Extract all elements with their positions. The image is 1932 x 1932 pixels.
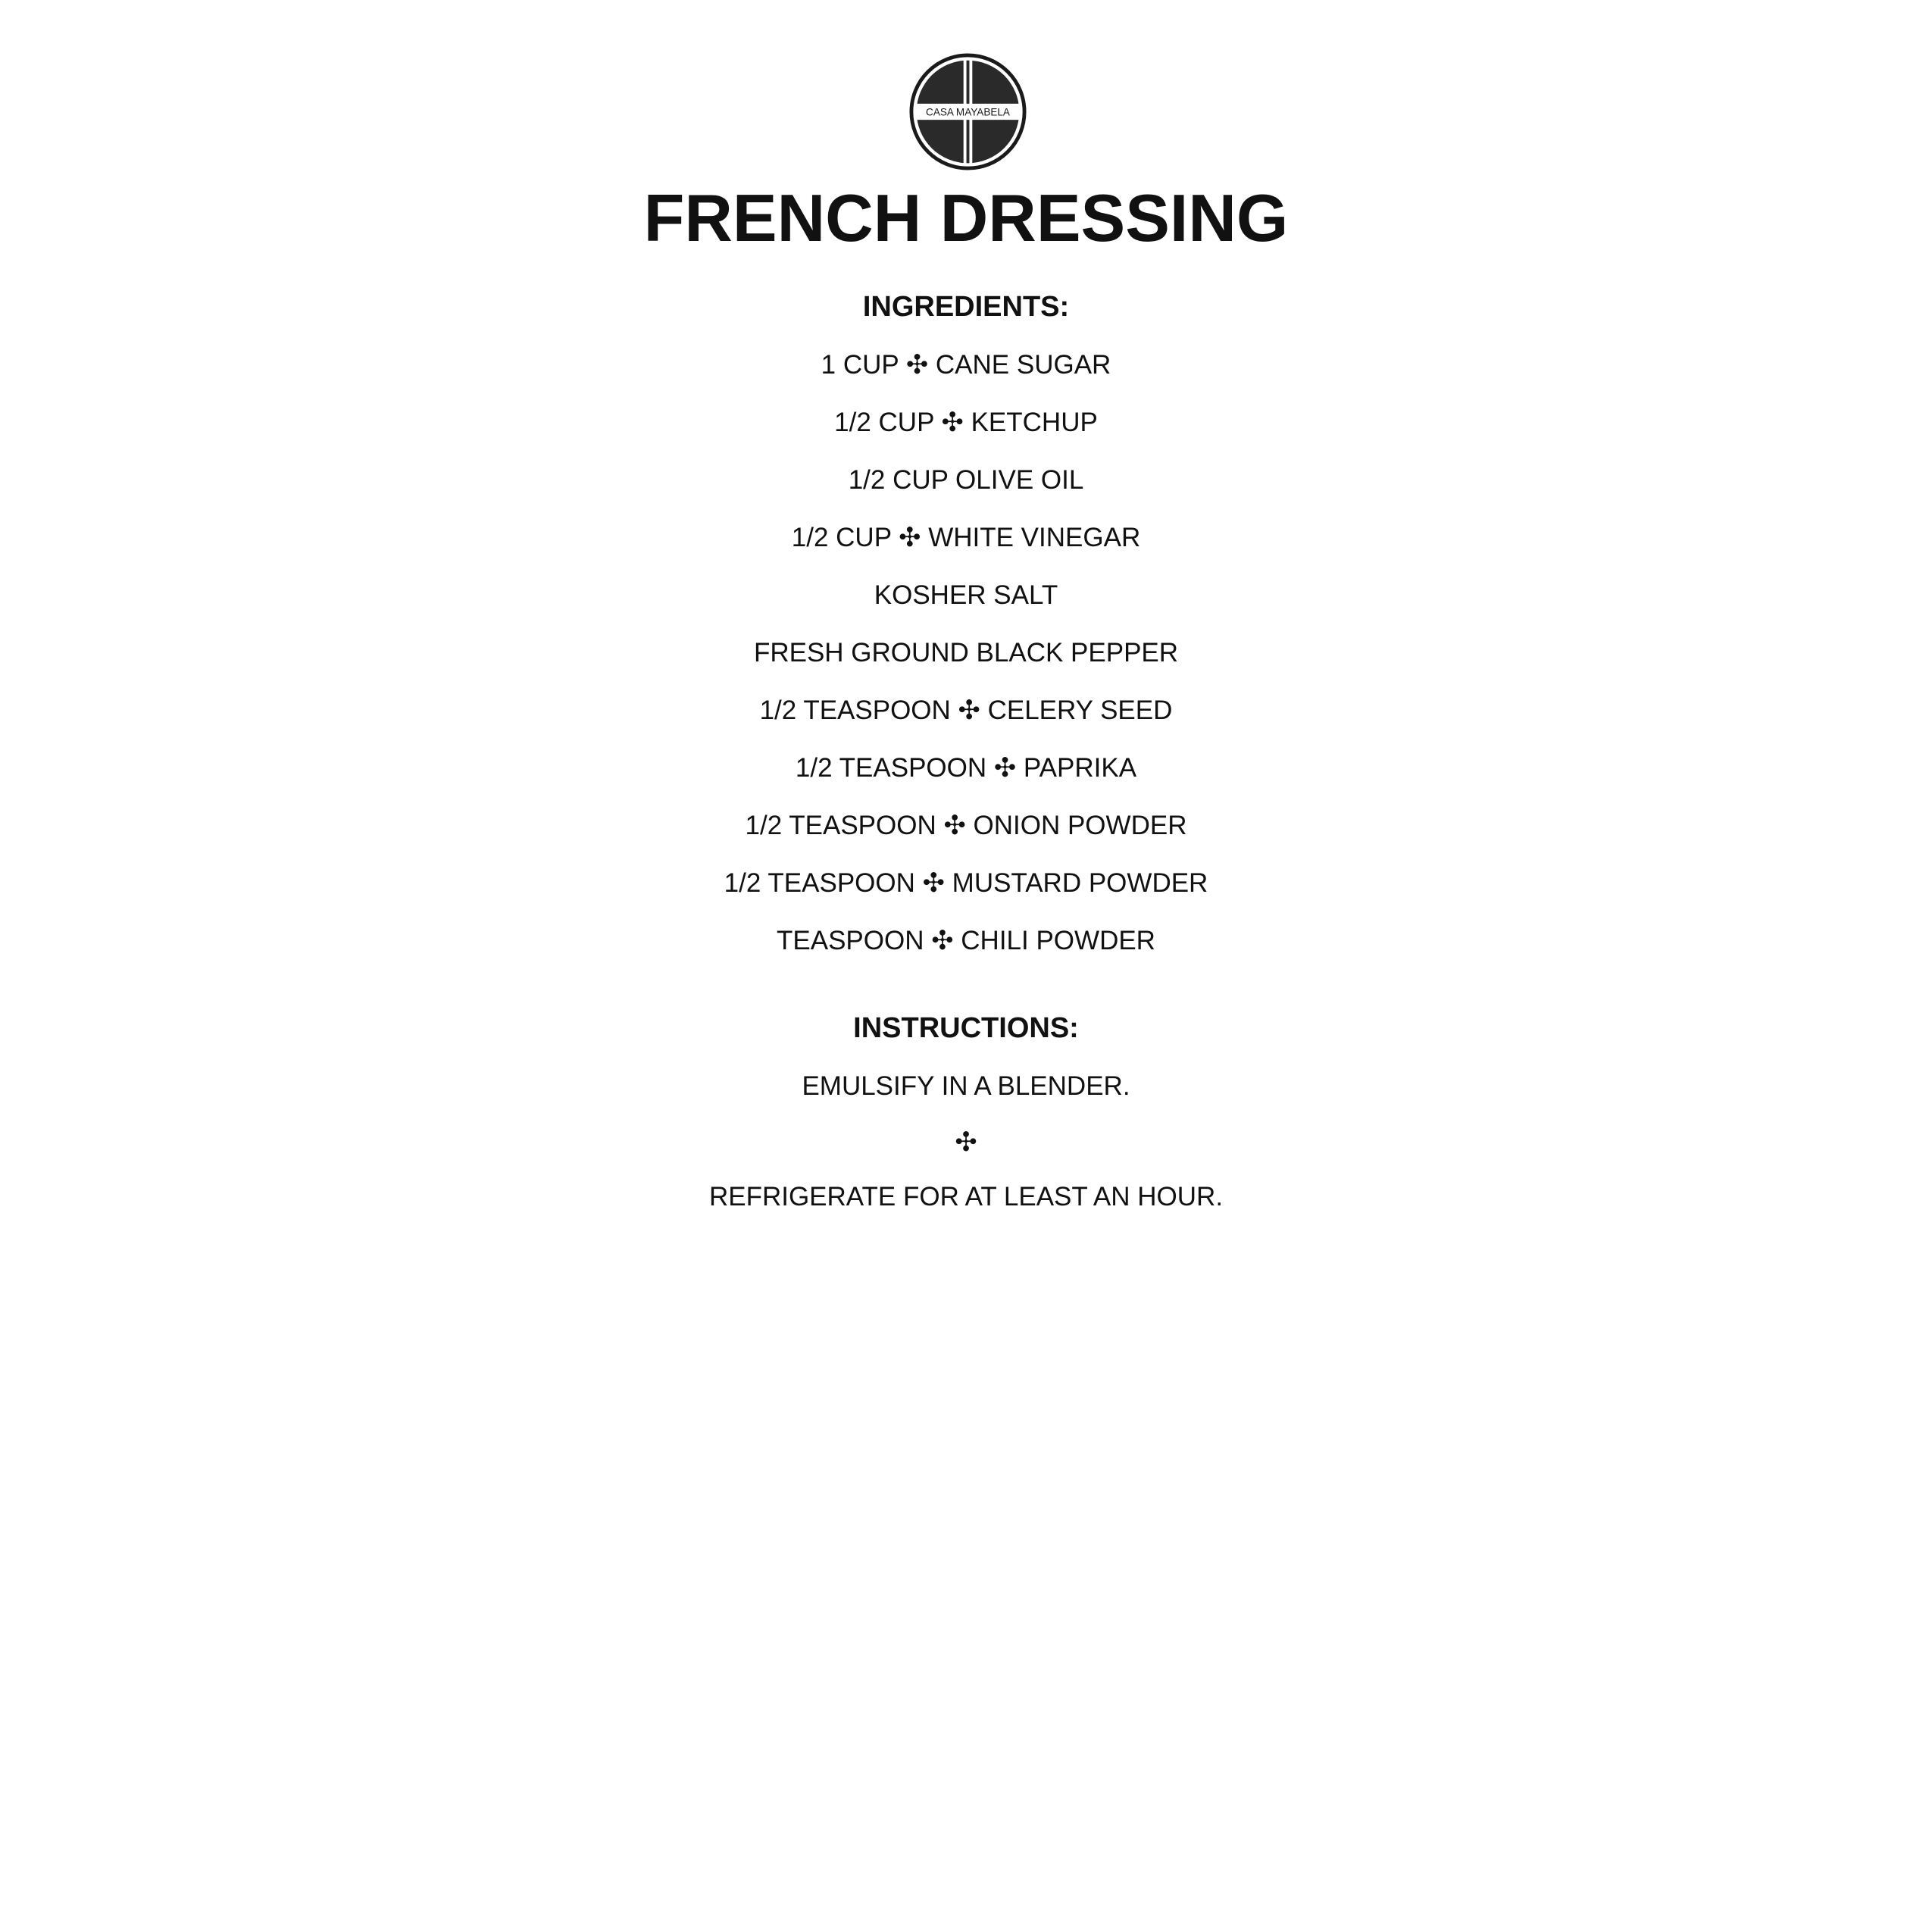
ingredient-item: FRESH GROUND BLACK PEPPER bbox=[753, 638, 1179, 667]
ingredient-item: 1/2 CUP OLIVE OIL bbox=[848, 465, 1084, 495]
ingredient-item: 1/2 TEASPOON ✣ CELERY SEED bbox=[759, 696, 1173, 725]
ingredient-item: 1/2 CUP ✣ WHITE VINEGAR bbox=[791, 523, 1141, 552]
page-title: FRENCH DRESSING bbox=[643, 180, 1289, 255]
ingredient-item: 1/2 TEASPOON ✣ PAPRIKA bbox=[795, 753, 1137, 783]
logo-text: CASA MAYABELA bbox=[926, 106, 1010, 118]
ingredient-item: 1/2 CUP ✣ KETCHUP bbox=[834, 408, 1098, 437]
ingredient-item: KOSHER SALT bbox=[874, 580, 1058, 610]
ingredient-item: TEASPOON ✣ CHILI POWDER bbox=[777, 926, 1155, 955]
casa-mayabela-logo bbox=[909, 53, 1027, 170]
instruction-step: EMULSIFY IN A BLENDER. bbox=[802, 1071, 1130, 1101]
instruction-separator: ✣ bbox=[955, 1127, 977, 1157]
ingredient-item: 1/2 TEASPOON ✣ MUSTARD POWDER bbox=[724, 868, 1208, 898]
ingredients-heading: INGREDIENTS: bbox=[862, 291, 1070, 323]
ingredient-item: 1/2 TEASPOON ✣ ONION POWDER bbox=[745, 811, 1187, 840]
instructions-heading: INSTRUCTIONS: bbox=[853, 1012, 1079, 1044]
instruction-step: REFRIGERATE FOR AT LEAST AN HOUR. bbox=[708, 1182, 1224, 1211]
ingredient-item: 1 CUP ✣ CANE SUGAR bbox=[821, 350, 1111, 380]
